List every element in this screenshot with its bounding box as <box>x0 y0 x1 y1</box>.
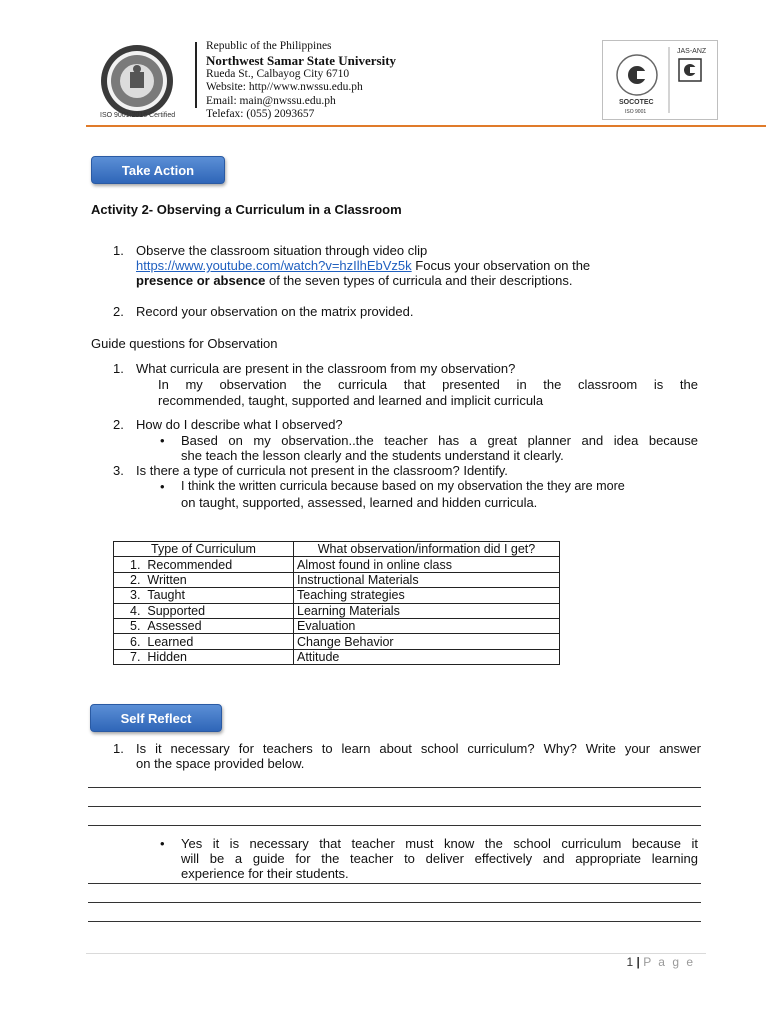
step-1-text: Observe the classroom situation through video clip https://www.youtube.com/watch?v=hzIlhEbVz5k Focus your observation on the presence or absence of the seven types of curricula and their descriptions. <box>136 243 591 288</box>
column-header: What observation/information did I get? <box>294 542 560 557</box>
table-row: 6. Learned Change Behavior <box>114 634 560 649</box>
svg-text:JAS-ANZ: JAS-ANZ <box>677 48 707 55</box>
university-seal-logo <box>100 44 174 118</box>
address-line: Rueda St., Calbayog City 6710 <box>206 68 350 81</box>
question-3: Is there a type of curricula not present in the classroom? Identify. <box>136 463 508 478</box>
answer-3-line-1: I think the written curricula because based on my observation the they are more <box>181 479 625 493</box>
answer-line <box>88 806 701 807</box>
university-name: Northwest Samar State University <box>206 53 397 69</box>
table-row: 4. Supported Learning Materials <box>114 603 560 618</box>
bullet: • <box>160 479 165 494</box>
telefax-line: Telefax: (055) 2093657 <box>206 107 315 120</box>
bullet: • <box>160 433 165 448</box>
curriculum-matrix-table <box>113 541 560 665</box>
table-row: 3. Taught Teaching strategies <box>114 588 560 603</box>
iso-certified-label: ISO 9001:2015 Certified <box>100 112 176 119</box>
answer-1-line-1: In my observation the curricula that presented in the classroom is the <box>158 377 698 392</box>
reflection-answer: Yes it is necessary that teacher must know the school curriculum because it will be a guide for the teacher to deliver effectively and appropriate learning experience for their students. <box>181 836 698 881</box>
answer-2-line-1: Based on my observation..the teacher has a great planner and idea because <box>181 433 698 448</box>
question-number: 2. <box>113 417 124 432</box>
page-footer: 1 | P a g e <box>626 955 695 969</box>
take-action-button[interactable]: Take Action <box>91 156 225 184</box>
step-2-text: Record your observation on the matrix provided. <box>136 304 414 319</box>
answer-3-line-2: on taught, supported, assessed, learned and hidden curricula. <box>181 495 538 510</box>
page-label: P a g e <box>643 955 695 969</box>
table-row: 7. Hidden Attitude <box>114 649 560 664</box>
answer-line <box>88 883 701 884</box>
socotec-logo <box>603 41 717 119</box>
step-number: 2. <box>113 304 124 319</box>
question-number: 1. <box>113 741 124 756</box>
activity-title: Activity 2- Observing a Curriculum in a Classroom <box>91 202 402 217</box>
reflection-question: Is it necessary for teachers to learn about school curriculum? Why? Write your answer on the space provided below. <box>136 741 701 771</box>
website-line: Website: http//www.nwssu.edu.ph <box>206 81 363 94</box>
answer-1-line-2: recommended, taught, supported and learned and implicit curricula <box>158 393 544 408</box>
header-accent-line <box>86 125 766 127</box>
answer-line <box>88 921 701 922</box>
answer-line <box>88 825 701 826</box>
table-row: 5. Assessed Evaluation <box>114 618 560 633</box>
footer-divider <box>86 953 706 954</box>
table-row: 1. Recommended Almost found in online class <box>114 557 560 572</box>
answer-line <box>88 787 701 788</box>
svg-text:SOCOTEC: SOCOTEC <box>619 99 654 106</box>
svg-text:ISO 9001: ISO 9001 <box>625 109 647 115</box>
header-address-block <box>206 40 396 121</box>
certification-logos <box>602 40 718 120</box>
republic-line: Republic of the Philippines <box>206 40 332 52</box>
column-header: Type of Curriculum <box>114 542 294 557</box>
youtube-link[interactable]: https://www.youtube.com/watch?v=hzIlhEbVz5k <box>136 258 412 273</box>
bullet: • <box>160 836 165 851</box>
table-row: 2. Written Instructional Materials <box>114 572 560 587</box>
self-reflect-button[interactable]: Self Reflect <box>90 704 222 732</box>
answer-line <box>88 902 701 903</box>
step-number: 1. <box>113 243 124 258</box>
question-number: 1. <box>113 361 124 376</box>
email-line: Email: main@nwssu.edu.ph <box>206 94 336 107</box>
page-number: 1 <box>626 955 634 969</box>
question-1: What curricula are present in the classroom from my observation? <box>136 361 516 376</box>
question-2: How do I describe what I observed? <box>136 417 343 432</box>
answer-2-line-2: she teach the lesson clearly and the students understand it clearly. <box>181 448 564 463</box>
guide-questions-title: Guide questions for Observation <box>91 336 278 351</box>
table-header-row <box>114 542 560 557</box>
header-divider <box>195 42 197 108</box>
question-number: 3. <box>113 463 124 478</box>
